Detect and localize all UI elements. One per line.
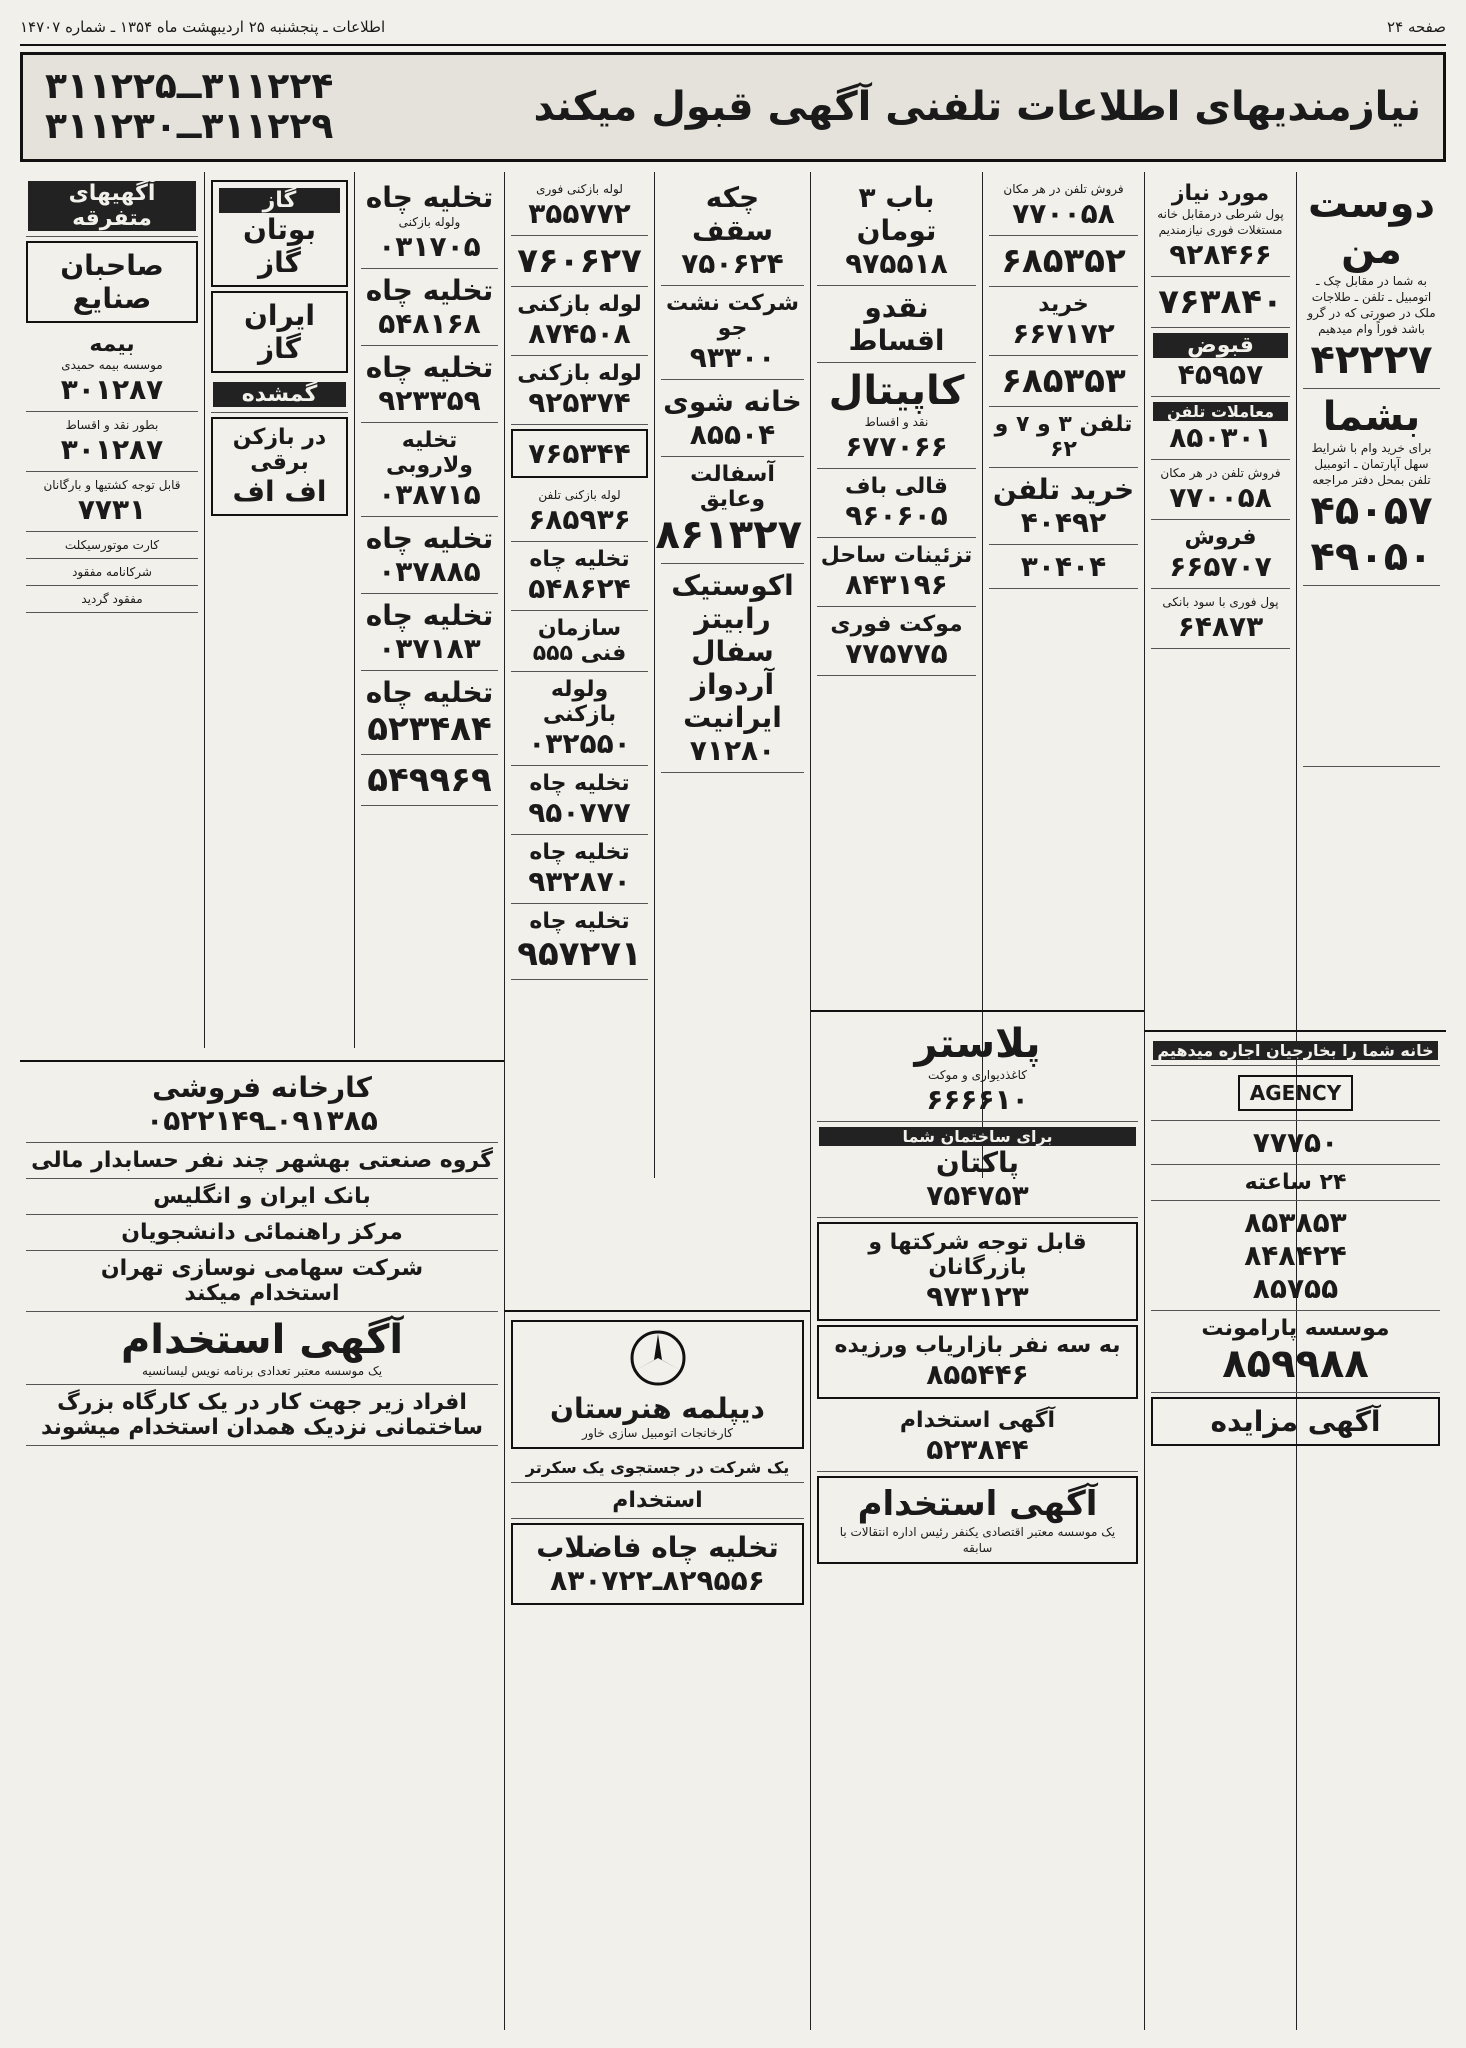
ad-title: معاملات تلفن [1153,402,1288,421]
ad-asphalt-ayegh [655,457,804,564]
ad-behshahr [26,1143,498,1179]
ad-diplomeh [511,1320,804,1449]
ad-beshoma [1303,389,1440,586]
ad-text: به شما در مقابل چک ـ اتومبیل ـ تلفن ـ طلاجات ملک در صورتی که در گرو باشد فوراً وام میدهیم [1307,274,1436,336]
ad-bazaryab [817,1325,1138,1399]
ad-looleh-1 [511,287,648,356]
agency-logo: AGENCY [1238,1075,1353,1111]
ad-estekhdam-5 [511,1483,804,1519]
ad-estekhdam-3 [26,1312,498,1385]
ad-title: تخلیه چاه [365,522,494,555]
ad-line: آردواز [690,668,775,701]
ad-forosh [1151,520,1290,589]
ad-bimeh [26,327,198,412]
ad-phone: ۹۲۸۴۶۶ [1169,238,1272,271]
ad-title: موکت فوری [830,612,963,637]
ad-takhliyeh-e [361,594,498,671]
ad-naghd [26,412,198,472]
ad-title: در بازکن برقی [232,425,327,475]
ad-title: آگهی استخدام [857,1484,1098,1524]
ad-subtitle: استخدام میکند [184,1281,340,1306]
ad-number [361,755,498,806]
ad-phone: ۶۶۷۱۷۲ [1012,317,1115,350]
ad-phone: ۰۹۱۳۸۵ـ۰۵۲۲۱۴۹ [146,1104,378,1137]
ad-telephone-367 [989,407,1138,468]
ad-kharid-telephone [989,468,1138,545]
ad-estekhdam-1 [817,1403,1138,1472]
ad-title: کارت موتورسیکلت [64,538,160,552]
ad-takhliyeh-c [361,346,498,423]
ad-text: کارخانجات اتومبیل سازی خاور [582,1426,733,1440]
ad-agency [1151,1066,1440,1121]
ad-phone: ۴۲۲۲۷ [1310,337,1433,383]
ad-phones-block [1151,1201,1440,1311]
ad-phone: ۵۴۸۱۶۸ [378,307,481,340]
ad-bank [26,1179,498,1215]
ad-title: چکه سقف [691,181,774,247]
ad-phone: ۴۰۴۹۲ [1020,506,1107,539]
ad-secretary [511,1453,804,1483]
ad-line: رابیتز [694,602,771,635]
ad-phone: ۷۵۴۷۵۳ [926,1179,1029,1212]
ad-number [989,236,1138,287]
ad-phone: ۸۴۳۱۹۶ [845,568,948,601]
ad-phone: ۶۶۵۷۰۷ [1169,550,1272,583]
ad-title: پلاستر [914,1021,1041,1067]
ad-phone: ۴۵۰۵۷ [1310,488,1433,534]
ad-paramount [1151,1311,1440,1393]
ad-number-box [511,429,648,478]
ad-phone: ۹۵۰۷۷۷ [528,796,631,829]
banner-phones [45,67,333,147]
ad-phone: ۰۳۷۱۸۳ [378,632,481,665]
ad-title: گروه صنعتی بهشهر چند نفر حسابدار مالی [31,1148,493,1173]
issue-info: اطلاعات ـ پنجشنبه ۲۵ اردیبهشت ماه ۱۳۵۴ ـ شماره ۱۴۷۰۷ [20,18,386,36]
ad-phone: ۷۷۷۵۰ [1252,1126,1339,1159]
ad-capital [817,363,976,469]
ad-sahebane-sanaye [26,241,198,323]
ad-sazman-fani [511,611,648,672]
ad-phone: ۸۵۷۵۵ [1252,1272,1339,1305]
ad-bab-3-toman [817,176,976,286]
ad-title: تخلیه ولاروبی [386,428,473,478]
ad-title: شرکت سهامی نوسازی تهران [100,1256,424,1281]
ad-number [1151,277,1290,328]
ad-phone: ۵۲۳۸۴۴ [926,1433,1029,1466]
ad-text: نقد و اقساط [864,415,929,429]
ad-phone: ۰۳۷۸۸۵ [378,555,481,588]
ad-title: تلفن ۳ و ۷ و ۶۲ [994,412,1133,462]
ad-title: تخلیه چاه [529,840,630,865]
column-6 [504,172,654,1348]
ad-title: ایران گاز [243,299,316,365]
ad-phone: ۸۲۹۵۵۶ـ۸۳۰۷۲۲ [550,1564,765,1597]
ad-title: تخلیه چاه [529,547,630,572]
ad-chekke-saghf [661,176,804,286]
ad-number [989,545,1138,589]
ad-phone: ۸۴۸۴۲۴ [1244,1239,1347,1272]
ad-title: کاپیتال [828,368,965,414]
ad-title: تخلیه چاه [365,676,494,709]
ad-title: موسسه پارامونت [1201,1316,1390,1341]
ad-77750 [1151,1121,1440,1165]
ad-title: لوله بازکنی [517,361,642,386]
banner-title: نیازمندیهای اطلاعات تلفنی آگهی قبول میکند [533,84,1421,130]
ad-title: بیمه [89,332,135,357]
ad-phone: ۸۵۹۹۸۸ [1222,1341,1369,1387]
ad-phone: ۷۶۵۳۴۴ [528,437,631,470]
ad-moamelat-telephone [1151,397,1290,460]
ad-title: تخلیه چاه [365,274,494,307]
middle-right-block [810,1010,1144,2030]
ad-kharid [989,287,1138,356]
ad-estekhdam-2 [817,1476,1138,1564]
ad-laroobi [361,423,498,517]
ad-title: ولوله بازکنی [542,677,617,727]
ad-markaz-rahnamaei [26,1215,498,1251]
ad-title: گمشده [213,382,346,407]
ad-takhliyeh-4 [511,904,648,980]
ad-pool-foori [1151,589,1290,649]
ad-takhliyeh-b [361,269,498,346]
classifieds-banner [20,52,1446,162]
ad-phone: ۸۵۰۳۰۱ [1169,421,1272,454]
ad-line: اکوستیک [671,569,794,602]
middle-left-block [504,1310,810,2030]
ad-title: بشما [1322,394,1421,440]
ad-title: لوله بازکنی فوری [536,182,623,196]
ad-tazinat-sahel [817,538,976,607]
mercedes-logo-icon [628,1328,688,1388]
ad-baraye-sakhteman [817,1122,1138,1218]
ad-title: شرکانامه مفقود [72,565,152,579]
ad-title: لوله بازکنی تلفن [538,488,621,502]
ad-takhliyeh-2 [511,766,648,835]
ad-phone: ۶۷۷۰۶۶ [845,430,948,463]
ad-phone: ۴۹۰۵۰ [1310,534,1433,580]
ad-keshtiha [26,472,198,532]
lower-left-block [20,1060,504,2030]
ad-title: تزئینات ساحل [820,543,973,568]
ad-hamedan [26,1385,498,1446]
ad-phone: ۸۶۱۳۲۷ [655,512,802,558]
ad-phone: ۸۵۵۴۴۶ [926,1358,1029,1391]
ad-phone: ۳۰۱۲۸۷ [60,433,164,466]
ad-phone: ۸۷۴۵۰۸ [528,317,631,350]
ad-takhliyeh-3 [511,835,648,904]
ad-mozayedeh [1151,1397,1440,1446]
ad-phone: ۰۳۲۵۵۰ [528,727,631,760]
ad-phone: ۹۵۷۲۷۱ [517,934,642,974]
ad-text: ولوله بازکنی [398,215,461,229]
ad-mafghood [26,586,198,613]
ad-title: تخلیه چاه [365,599,494,632]
ad-title: قالی باف [845,474,948,499]
ad-nosazi [26,1251,498,1312]
page-number: صفحه ۲۴ [1387,18,1446,36]
ad-motefareghe [26,176,198,237]
ad-phone: ۳۰۱۲۸۷ [60,373,164,406]
ad-phone: ۹۷۳۱۲۳ [926,1280,1029,1313]
ad-phone: ۳۰۴۰۴ [1020,550,1107,583]
ad-takhliyeh-f [361,671,498,755]
ad-title: گاز [219,188,340,213]
ad-phone: ۷۶۳۸۴۰ [1158,282,1283,322]
ad-title: مفقود گردید [81,592,143,606]
ad-naghd-aghsat [817,286,976,363]
ad-phone: ۵۴۹۹۶۹ [367,760,492,800]
ad-title: پول فوری با سود بانکی [1162,595,1279,609]
ad-title: مورد نیاز [1171,181,1270,206]
ad-phone: ۶۴۸۷۳ [1177,610,1264,643]
ad-phone: ۹۶۰۶۰۵ [845,499,948,532]
ad-title: قابل توجه کشتیها و بارگانان [43,478,181,492]
ad-title: فروش تلفن در هر مکان [1160,466,1281,480]
ad-nashtjoo [661,286,804,380]
banner-phone-2: ۳۱۱۲۲۹ــ۳۱۱۲۳۰ [45,106,334,147]
ad-subtitle: پاکتان [935,1146,1020,1179]
ad-number [511,236,648,287]
ad-title: فروش تلفن در هر مکان [1003,182,1124,196]
ad-title: مرکز راهنمائی دانشجویان [121,1220,403,1245]
ad-phone: ۵۴۸۶۲۴ [528,572,631,605]
ad-title: یک شرکت در جستجوی یک سکرتر [525,1458,790,1477]
ad-title: بطور نقد و اقساط [65,418,159,432]
ad-phone: ۷۷۰۰۵۸ [1012,197,1115,230]
ad-butane-gaz [211,180,348,287]
ad-phone: ۶۸۵۳۵۳ [1001,361,1126,401]
ad-phone: ۹۳۳۰۰ [689,341,776,374]
ad-phone: ۵۲۳۴۸۴ [367,709,492,749]
ad-title: سازمان فنی ۵۵۵ [532,616,627,666]
ad-phone: ۷۷۰۰۵۸ [1169,481,1272,514]
ad-title: تخلیه چاه [529,909,630,934]
ad-phone: ۸۵۵۰۴ [689,418,776,451]
ad-spacer [1303,586,1440,767]
ad-subtitle: اف اف [232,475,327,508]
page-header [20,18,1446,46]
ad-darbazkon [211,417,348,516]
ad-looleh-2 [511,356,648,425]
ad-text: پول شرطی درمقابل خانه مستغلات فوری نیازمندیم [1157,207,1284,237]
ad-title: خانه شوی [663,385,802,418]
ad-khaneshooi [661,380,804,457]
ad-phone: ۷۵۰۶۲۴ [681,247,784,280]
ad-forosh-telephone [1151,460,1290,520]
ad-title: خرید [1038,292,1089,317]
ad-title: قابل توجه شرکتها و بازرگانان [868,1230,1087,1280]
ad-title: باب ۳ تومان [856,181,937,247]
ad-ghalibaf [817,469,976,538]
ad-title: شرکت نشت جو [666,291,799,341]
ad-text: یک موسسه معتبر اقتصادی یکنفر رئیس اداره انتقالات با سابقه [839,1525,1116,1555]
column-5 [654,172,810,1178]
ad-title: خانه شما را بخارجیان اجاره میدهیم [1153,1041,1438,1060]
ad-phone: ۶۸۵۳۵۲ [1001,241,1126,281]
ad-takhliyeh-fazelab [511,1523,804,1605]
ad-dooste-man [1303,176,1440,389]
ad-title: تخلیه چاه [529,771,630,796]
ad-phone: ۹۲۳۳۵۹ [378,384,481,417]
ad-text: کاغذدیواری و موکت [928,1068,1027,1082]
ad-materials [661,564,804,773]
banner-phone-1: ۳۱۱۲۲۴ــ۳۱۱۲۲۵ [45,66,334,107]
ad-kharejian [1151,1036,1440,1066]
ad-title: آگهیهای متفرقه [28,181,196,231]
ad-title: قبوض [1153,333,1288,358]
ad-moket [817,607,976,676]
ad-phone: ۹۲۵۳۷۴ [528,386,631,419]
ad-iran-gaz [211,291,348,373]
ad-phone: ۳۵۵۷۷۲ [528,197,631,230]
ad-ghobooz [1151,328,1290,397]
ad-title: آگهی استخدام [120,1317,404,1363]
ad-phone: ۹۳۲۸۷۰ [528,865,631,898]
ad-moorede-niaz [1151,176,1290,277]
ad-phone: ۰۳۱۷۰۵ [378,230,481,263]
ad-phone: ۸۵۳۸۵۳ [1244,1206,1347,1239]
ad-title: دوست من [1307,181,1436,273]
ad-title: فروش [1184,525,1257,550]
ad-title: کارخانه فروشی [152,1071,372,1104]
ad-title: آگهی مزایده [1210,1405,1381,1438]
ad-title: تخلیه چاه [365,181,494,214]
lower-right-block [1144,1030,1446,2030]
ad-sherkatha [817,1222,1138,1321]
ad-title: بانک ایران و انگلیس [153,1184,371,1209]
ad-title: به سه نفر بازاریاب ورزیده [834,1333,1121,1358]
ad-title: برای ساختمان شما [819,1127,1136,1146]
ad-phone: ۴۵۹۵۷ [1177,358,1264,391]
ad-takhliyeh-a [361,176,498,269]
ad-title: آسفالت وعایق [690,462,775,512]
ad-phone: ۶۸۵۹۳۶ [528,503,631,536]
ad-title: لوله بازکنی [517,292,642,317]
ad-number [989,356,1138,407]
ad-looleh-3 [511,482,648,542]
ad-looleh-4 [511,672,648,766]
ad-title: ۲۴ ساعته [1244,1170,1347,1195]
ad-forosh-telephone [989,176,1138,236]
ad-takhliyeh-d [361,517,498,594]
ad-phone: ۰۳۸۷۱۵ [378,478,481,511]
ad-looleh-foori [511,176,648,236]
ad-phone: ۷۱۲۸۰ [689,734,776,767]
ad-title: تخلیه چاه فاضلاب [536,1531,779,1564]
ad-24h [1151,1165,1440,1201]
ad-line: ایرانیت [683,701,782,734]
ad-text: یک موسسه معتبر تعدادی برنامه نویس لیسانسیه [141,1364,383,1378]
ad-subtitle: بوتان گاز [243,213,316,279]
ad-title: صاحبان صنایع [60,249,164,315]
ad-title: خرید تلفن [992,473,1135,506]
ad-text: برای خرید وام با شرایط سهل آپارتمان ـ اتومبیل تلفن بمحل دفتر مراجعه [1311,441,1432,487]
ad-plaster [817,1016,1138,1122]
ad-takhliyeh-1 [511,542,648,611]
column-9 [20,172,204,1048]
ad-sherkatnameh [26,559,198,586]
ad-card [26,532,198,559]
ad-phone: ۹۷۵۵۱۸ [845,247,948,280]
ad-title: نقدو اقساط [848,291,945,357]
column-8 [204,172,354,1048]
ad-line: سفال [691,635,774,668]
ad-title: آگهی استخدام [899,1408,1056,1433]
ad-karkhaneh-foroshi [26,1066,498,1143]
ad-phone: ۷۷۵۷۷۵ [845,637,948,670]
ad-title: دیپلمه هنرستان [550,1392,765,1425]
column-7 [354,172,504,1048]
ad-title: تخلیه چاه [365,351,494,384]
ad-title: افراد زیر جهت کار در یک کارگاه بزرگ ساختمانی نزدیک همدان استخدام میشوند [40,1390,484,1440]
ad-text: موسسه بیمه حمیدی [61,358,163,372]
ad-gomshodeh [211,377,348,413]
ad-title: استخدام [612,1488,703,1513]
ad-phone: ۶۶۶۶۱۰ [926,1083,1029,1116]
ad-phone: ۷۷۳۱ [77,493,147,526]
ad-phone: ۷۶۰۶۲۷ [517,241,642,281]
